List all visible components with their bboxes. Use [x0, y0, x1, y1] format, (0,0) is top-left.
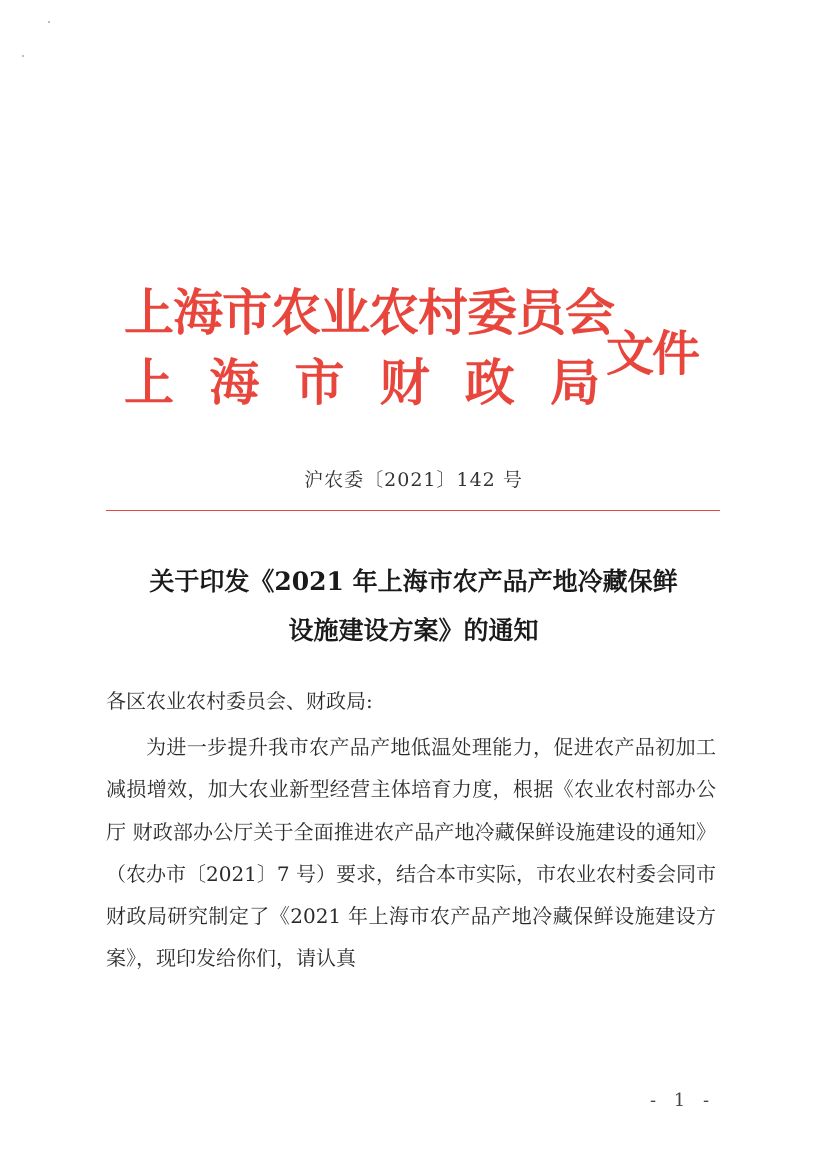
issuer-finance-char: 政: [464, 353, 515, 412]
document-label: 文件: [606, 326, 699, 382]
document-number: 沪农委〔2021〕142 号: [304, 469, 523, 491]
document-title-line-1: 关于印发《2021 年上海市农产品产地冷藏保鲜: [149, 567, 678, 596]
issuer-finance-char: 海: [209, 353, 260, 412]
salutation: 各区农业农村委员会、财政局:: [106, 689, 373, 713]
scan-speck: [48, 21, 50, 23]
header-divider: [106, 510, 720, 511]
issuer-finance-char: 市: [294, 353, 345, 412]
issuer-finance-char: 财: [379, 353, 430, 412]
issuer-finance-char: 局: [549, 353, 600, 412]
page-number: - 1 -: [650, 1090, 716, 1111]
issuer-agriculture-commission: 上海市农业农村委员会: [124, 283, 614, 342]
scan-speck: [22, 55, 24, 57]
issuer-finance-char: 上: [124, 353, 174, 412]
issuer-finance-bureau: [124, 353, 600, 413]
body-paragraph: 为进一步提升我市农产品产地低温处理能力，促进农产品初加工减损增效，加大农业新型经营主体培育力度，根据《农业农村部办公厅 财政部办公厅关于全面推进农产品产地冷藏保鲜设施建设的通知》（农办市〔2021〕7 号）要求，结合本市实际，市农业农村委会同市财政局研究制定了《2021 年上海市农产品产地冷藏保鲜设施建设方案》，现印发给你们，请认真: [106, 735, 716, 971]
document-title-line-2: 设施建设方案》的通知: [288, 616, 539, 645]
